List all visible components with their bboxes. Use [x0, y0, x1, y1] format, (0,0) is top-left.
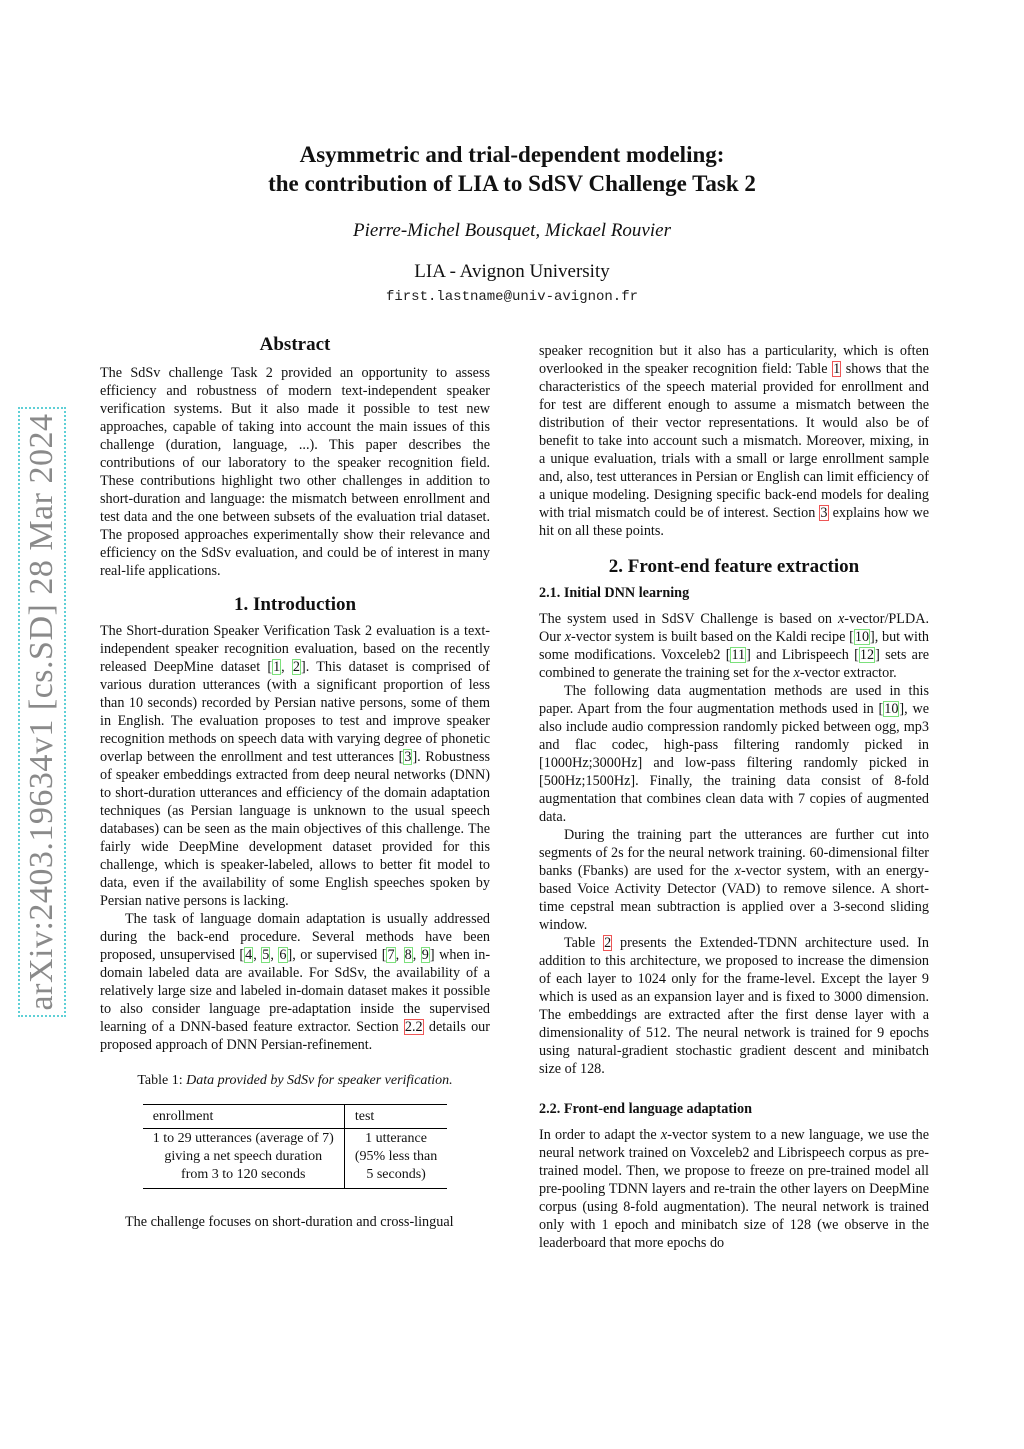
citation-link[interactable]: 11 [731, 647, 746, 663]
citation-link[interactable]: 10 [854, 629, 870, 645]
arxiv-identifier[interactable]: arXiv:2403.19634v1 [cs.SD] 28 Mar 2024 [23, 413, 60, 1011]
section-2-1-paragraph-2: The following data augmentation methods are used in this paper. Apart from the four augmentation methods used in [10], we also include audio compression randomly picked between ogg, mp3 and flac codec, high-pass filtering randomly picked in [1000Hz;3000Hz] and low-pass filtering randomly picked in [500Hz;1500Hz]. Finally, the training data consist of 8-fold augmentation that combines clean data with 7 copies of augmented data. [539, 683, 929, 825]
affiliation: LIA - Avignon University [414, 261, 610, 282]
arxiv-identifier-box [18, 407, 66, 1017]
citation-link[interactable]: 2 [292, 659, 300, 675]
table-header-test: test [344, 1105, 447, 1129]
table-cell-enrollment: 1 to 29 utterances (average of 7) giving a net speech duration from 3 to 120 seconds [143, 1129, 345, 1189]
citation-link[interactable]: 1 [273, 659, 281, 675]
citation-link[interactable]: 8 [404, 947, 412, 963]
citation-link[interactable]: 12 [859, 647, 875, 663]
subsection-2-2-heading: 2.2. Front-end language adaptation [539, 1101, 752, 1117]
table-link[interactable]: 1 [833, 361, 841, 377]
section-2-heading: 2. Front-end feature extraction [608, 556, 860, 577]
title-line-1: Asymmetric and trial-dependent modeling: [299, 142, 725, 167]
left-column [100, 336, 490, 1231]
table-link[interactable]: 2 [604, 935, 612, 951]
citation-link[interactable]: 7 [387, 947, 395, 963]
paper-title [150, 140, 874, 198]
email: first.lastname@univ-avignon.fr [385, 289, 639, 305]
abstract-heading: Abstract [259, 334, 331, 355]
left-closing-text: The challenge focuses on short-duration and cross-lingual [125, 1214, 454, 1230]
right-paragraph-0: speaker recognition but it also has a particularity, which is often overlooked in the speaker recognition field: Table 1 shows that the characteristics of the speech material provided for enrollment and for test are different enough to assume a mismatch between the distribution of their vector representations. It would also be of benefit to take into account such a mismatch. Moreover, mixing, in a unique evaluation, trials with a small or large enrollment sample and, also, test utterances in Persian or English can limit efficiency of a unique modeling. Designing specific back-end models for dealing with trial mismatch could be of interest. Section 3 explains how we hit on all these points. [539, 343, 929, 539]
table-1 [143, 1104, 448, 1189]
section-link[interactable]: 3 [820, 505, 828, 521]
intro-paragraph-2: The task of language domain adaptation is usually addressed during the back-end procedure. Several methods have been proposed, unsupervised [4, 5, 6], or supervised [7, 8, 9] when in-domain labeled data are available. For SdSv, the availability of a relatively large size and labeled in-domain dataset makes it possible to also consider language pre-adaptation inside the supervised learning of a DNN-based feature extractor. Section 2.2 details our proposed approach of DNN Persian-refinement. [100, 911, 491, 1053]
citation-link[interactable]: 9 [421, 947, 429, 963]
section-link[interactable]: 2.2 [404, 1019, 423, 1035]
citation-link[interactable]: 5 [262, 947, 270, 963]
title-line-2: the contribution of LIA to SdSV Challenge Task 2 [268, 171, 756, 196]
intro-paragraph-1: The Short-duration Speaker Verification Task 2 evaluation is a text-independent speaker recognition evaluation, based on the recently released DeepMine dataset [1, 2]. This dataset is comprised of various duration utterances (with a significant proportion of less than 10 seconds) recorded by Persian native persons, some of them in English. The evaluation proposes to test and improve speaker recognition methods on speech data with varying degree of phonetic overlap between the enrollment and test utterances [3]. Robustness of speaker embeddings extracted from deep neural networks (DNN) to short-duration utterances and efficiency of the domain adaptation techniques (as Persian language is unknown to the usual speech databases) can be seen as the main objectives of this challenge. The fairly wide DeepMine development dataset provided for this challenge, which is speaker-labeled, allows to better fit model to data, even if the availability of some English speeches spoken by Persian native persons is lacking. [100, 623, 490, 909]
section-2-2-paragraph-1: In order to adapt the x-vector system to a new language, we use the neural network trained on Voxceleb2 and Librispeech corpus as pre-trained model. Then, we propose to freeze on pre-trained model all pre-pooling TDNN layers and re-train the other layers on DeepMine corpus (using 8-fold augmentation). The neural network is trained only with 1 epoch and minibatch size of 128 (we observe in the leaderboard that more epochs do [539, 1127, 929, 1251]
citation-link[interactable]: 10 [884, 701, 899, 717]
table-1-caption: Table 1: Data provided by SdSv for speaker verification. [137, 1073, 453, 1088]
table-cell-test: 1 utterance (95% less than 5 seconds) [344, 1129, 447, 1189]
citation-link[interactable]: 3 [404, 749, 412, 765]
abstract-text: The SdSv challenge Task 2 provided an opportunity to assess efficiency and robustness of modern text-independent speaker verification systems. But it also made it possible to test new approaches, capable of taking into account the main issues of this challenge (duration, language, ...). This paper describes the contributions of our laboratory to the speaker recognition field. These contributions highlight two other challenges in addition to short-duration and language: the mismatch between enrollment and test data and the one between subsets of the evaluation trial dataset. The proposed approaches experimentally show their relevance and efficiency on the SdSv evaluation, and could be of interest in many real-life applications. [100, 365, 490, 579]
intro-heading: 1. Introduction [233, 594, 357, 615]
section-2-1-paragraph-3: During the training part the utterances are further cut into segments of 2s for the neural network training. 60-dimensional filter banks (Fbanks) are used for the x-vector system, with an energy-based Voice Activity Detector (VAD) to remove silence. A short-time cepstral mean subtraction is applied over a 3-second sliding window. [539, 827, 929, 933]
right-column [539, 342, 929, 1252]
subsection-2-1-heading: 2.1. Initial DNN learning [539, 585, 690, 601]
table-header-enrollment: enrollment [143, 1105, 345, 1129]
citation-link[interactable]: 4 [245, 947, 253, 963]
section-2-1-paragraph-1: The system used in SdSV Challenge is based on x-vector/PLDA. Our x-vector system is built based on the Kaldi recipe [10], but with some modifications. Voxceleb2 [11] and Librispeech [12] sets are combined to generate the training set for the x-vector extractor. [539, 611, 929, 681]
section-2-1-paragraph-4: Table 2 presents the Extended-TDNN architecture used. In addition to this architecture, we proposed to increase the dimension of each layer to 1024 only for the frame-level. Except the layer 9 which is used as an expansion layer and is fixed to 3000 dimension. The embeddings are extracted after the first dense layer with a dimensionality of 512. The neural network is trained for 9 epochs using natural-gradient stochastic gradient descent and minibatch size of 128. [539, 935, 929, 1077]
citation-link[interactable]: 6 [279, 947, 287, 963]
authors: Pierre-Michel Bousquet, Mickael Rouvier [353, 220, 671, 241]
